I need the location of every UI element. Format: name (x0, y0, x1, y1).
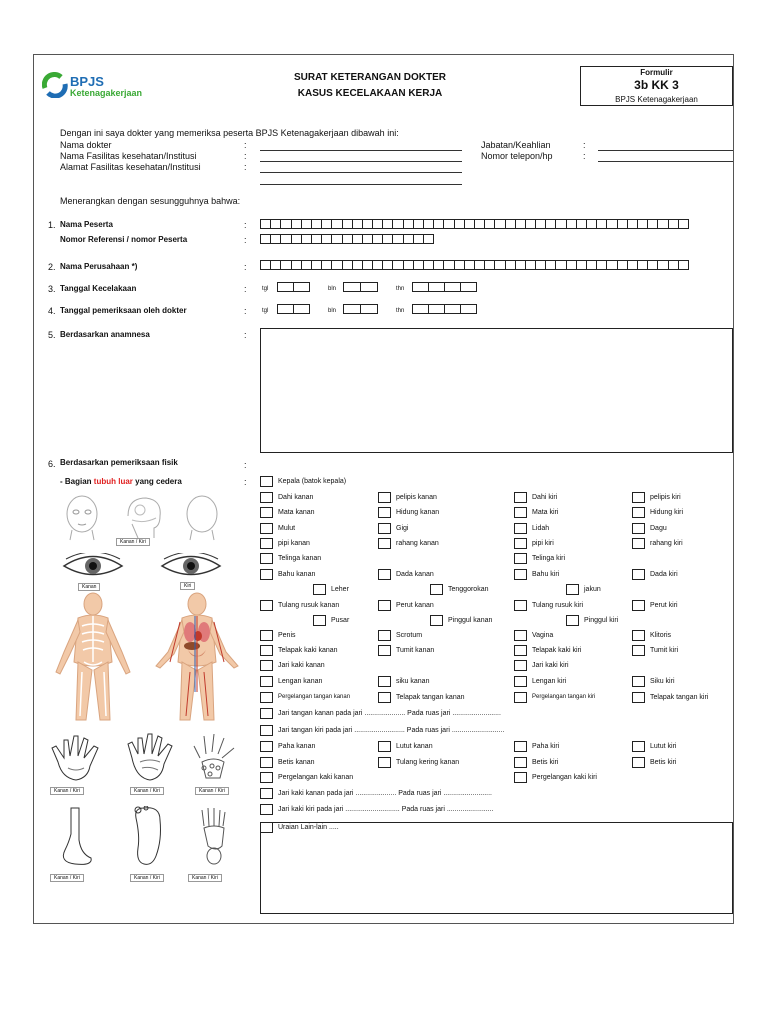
char-cell[interactable] (293, 304, 310, 314)
other-notes-textarea[interactable] (260, 822, 733, 914)
label-telapak-kaki-kiri: Telapak kaki kiri (532, 647, 582, 654)
label-pusar: Pusar (331, 617, 350, 624)
checkbox-jari-kaki-kanan[interactable] (260, 660, 273, 671)
label-tenggorokan: Tenggorokan (448, 586, 489, 593)
anamnesis-textarea[interactable] (260, 328, 733, 453)
checkbox-pipi-kanan[interactable] (260, 538, 273, 549)
colon: : (244, 140, 247, 150)
checkbox-lengan-kiri[interactable] (514, 676, 527, 687)
checkbox-siku-kiri[interactable] (632, 676, 645, 687)
label-perut-kanan: Perut kanan (396, 602, 434, 609)
foot-side-illustration (55, 806, 95, 873)
physical-exam-label: Berdasarkan pemeriksaan fisik (60, 458, 178, 467)
checkbox-pusar[interactable] (313, 615, 326, 626)
checkbox-pelipis-kiri[interactable] (632, 492, 645, 503)
day-label: tgl (262, 286, 269, 292)
colon: : (244, 220, 247, 230)
checkbox-hidung-kanan[interactable] (378, 507, 391, 518)
position-field[interactable] (598, 150, 733, 151)
checkbox-pinggul-kanan[interactable] (430, 615, 443, 626)
char-cell[interactable] (360, 304, 378, 314)
phone-label: Nomor telepon/hp (481, 151, 553, 161)
label-tumit-kanan: Tumit kanan (396, 647, 435, 654)
checkbox-siku-kanan[interactable] (378, 676, 391, 687)
label-pelipis-kanan: pelipis kanan (396, 494, 437, 501)
year-label: thn (396, 308, 405, 314)
char-cell[interactable] (277, 282, 294, 292)
checkbox-mulut[interactable] (260, 523, 273, 534)
checkbox-telapak-kaki-kanan[interactable] (260, 645, 273, 656)
checkbox-bahu-kiri[interactable] (514, 569, 527, 580)
hand-caption-2: Kanan / Kiri (130, 787, 164, 795)
label-pinggul-kiri: Pinggul kiri (584, 617, 619, 624)
label-pipi-kanan: pipi kanan (278, 540, 310, 547)
label-jari-tangan-kiri: Jari tangan kiri pada jari .......................... Pada ruas jari ........................... (278, 727, 505, 734)
label-telinga-kiri: Telinga kiri (532, 555, 566, 562)
char-cell[interactable] (412, 304, 429, 314)
exam-day-cells[interactable] (277, 304, 309, 314)
facility-address-field[interactable] (260, 172, 462, 173)
section-number: 1. (48, 220, 56, 230)
char-cell[interactable] (343, 282, 361, 292)
foot-caption-1: Kanan / Kiri (50, 874, 84, 882)
right-eye-illustration (62, 553, 124, 584)
label-telapak-kaki-kanan: Telapak kaki kanan (278, 647, 338, 654)
label-bahu-kiri: Bahu kiri (532, 571, 560, 578)
checkbox-mata-kiri[interactable] (514, 507, 527, 518)
label-uraian: Uraian Lain-lain ..... (278, 824, 339, 831)
colon: : (244, 477, 247, 487)
label-hidung-kiri: Hidung kiri (650, 509, 684, 516)
label-lengan-kiri: Lengan kiri (532, 678, 567, 685)
checkbox-penis[interactable] (260, 630, 273, 641)
year-label: thn (396, 286, 405, 292)
checkbox-jakun[interactable] (566, 584, 579, 595)
label-betis-kanan: Betis kanan (278, 759, 315, 766)
label-telinga-kanan: Telinga kanan (278, 555, 322, 562)
facility-name-field[interactable] (260, 161, 462, 162)
checkbox-gigi[interactable] (378, 523, 391, 534)
exam-date-label: Tanggal pemeriksaan oleh dokter (60, 306, 187, 315)
page-title-line1: SURAT KETERANGAN DOKTER (293, 72, 447, 83)
colon: : (244, 162, 247, 172)
checkbox-tumit-kanan[interactable] (378, 645, 391, 656)
label-pergelangan-tangan-kanan: Pergelangan tangan kanan (278, 694, 351, 700)
checkbox-lutut-kanan[interactable] (378, 741, 391, 752)
label-tulang-kering-kanan: Tulang kering kanan (396, 759, 460, 766)
bpjs-logo (42, 72, 68, 103)
checkbox-telapak-kaki-kiri[interactable] (514, 645, 527, 656)
label-betis-kiri: Betis kiri (532, 759, 559, 766)
checkbox-jari-tangan-kiri[interactable] (260, 725, 273, 736)
label-lutut-kiri: Lutut kiri (650, 743, 677, 750)
day-label: tgl (262, 308, 269, 314)
label-rahang-kiri: rahang kiri (650, 540, 683, 547)
checkbox-dahi-kanan[interactable] (260, 492, 273, 503)
colon: : (583, 140, 586, 150)
checkbox-vagina[interactable] (514, 630, 527, 641)
label-dagu: Dagu (650, 525, 667, 532)
checkbox-pergelangan-tangan-kiri[interactable] (514, 692, 527, 703)
head-front-illustration (60, 494, 105, 547)
label-telapak-tangan-kiri: Telapak tangan kiri (650, 694, 709, 701)
form-org: BPJS Ketenagakerjaan (615, 95, 698, 104)
company-name-label: Nama Perusahaan *) (60, 262, 138, 271)
checkbox-telapak-tangan-kanan[interactable] (378, 692, 391, 703)
label-mata-kanan: Mata kanan (278, 509, 315, 516)
label-siku-kanan: siku kanan (396, 678, 430, 685)
checkbox-lutut-kiri[interactable] (632, 741, 645, 752)
logo-subtext: Ketenagakerjaan (70, 88, 143, 98)
form-code: 3b KK 3 (634, 78, 679, 92)
facility-address-label: Alamat Fasilitas kesehatan/Institusi (60, 162, 201, 172)
checkbox-rahang-kiri[interactable] (632, 538, 645, 549)
colon: : (244, 235, 247, 245)
section-number: 4. (48, 306, 56, 316)
char-cell[interactable] (428, 282, 445, 292)
label-siku-kiri: Siku kiri (650, 678, 675, 685)
colon: : (244, 330, 247, 340)
accident-day-cells[interactable] (277, 282, 309, 292)
colon: : (244, 306, 247, 316)
label-scrotum: Scrotum (396, 632, 423, 639)
label-dahi-kanan: Dahi kanan (278, 494, 314, 501)
section-number: 6. (48, 459, 56, 469)
label-pinggul-kanan: Pinggul kanan (448, 617, 493, 624)
checkbox-hidung-kiri[interactable] (632, 507, 645, 518)
doctor-name-label: Nama dokter (60, 140, 112, 150)
checkbox-scrotum[interactable] (378, 630, 391, 641)
label-mata-kiri: Mata kiri (532, 509, 559, 516)
label-jakun: jakun (584, 586, 601, 593)
label-dada-kiri: Dada kiri (650, 571, 678, 578)
reference-number-label: Nomor Referensi / nomor Peserta (60, 235, 188, 244)
label-pergelangan-tangan-kiri: Pergelangan tangan kiri (532, 694, 596, 700)
label-telapak-tangan-kanan: Telapak tangan kanan (396, 694, 465, 701)
label-dahi-kiri: Dahi kiri (532, 494, 558, 501)
label-lutut-kanan: Lutut kanan (396, 743, 433, 750)
phone-field[interactable] (598, 161, 733, 162)
checkbox-paha-kiri[interactable] (514, 741, 527, 752)
colon: : (244, 460, 247, 470)
label-jari-kaki-kiri: Jari kaki kiri (532, 662, 569, 669)
participant-name-cells[interactable] (260, 219, 688, 229)
section-number: 2. (48, 262, 56, 272)
char-cell[interactable] (423, 234, 434, 244)
label-mulut: Mulut (278, 525, 296, 532)
label-tumit-kiri: Tumit kiri (650, 647, 679, 654)
checkbox-telinga-kiri[interactable] (514, 553, 527, 564)
label-bahu-kanan: Bahu kanan (278, 571, 316, 578)
char-cell[interactable] (293, 282, 310, 292)
checkbox-jari-kaki-kanan-detail[interactable] (260, 788, 273, 799)
foot-caption-3: Kanan / Kiri (188, 874, 222, 882)
char-cell[interactable] (360, 282, 378, 292)
checkbox-tulang-rusuk-kanan[interactable] (260, 600, 273, 611)
checkbox-dagu[interactable] (632, 523, 645, 534)
head-back-illustration (180, 494, 225, 547)
declares-text: Menerangkan dengan sesungguhnya bahwa: (60, 196, 241, 206)
facility-name-label: Nama Fasilitas kesehatan/Institusi (60, 151, 197, 161)
label-pelipis-kiri: pelipis kiri (650, 494, 681, 501)
char-cell[interactable] (343, 304, 361, 314)
char-cell[interactable] (678, 260, 689, 270)
section-number: 3. (48, 284, 56, 294)
hand-bones-illustration (190, 732, 242, 789)
checkbox-telapak-tangan-kiri[interactable] (632, 692, 645, 703)
checkbox-pelipis-kanan[interactable] (378, 492, 391, 503)
char-cell[interactable] (460, 304, 477, 314)
accident-year-cells[interactable] (412, 282, 476, 292)
checkbox-pergelangan-tangan-kanan[interactable] (260, 692, 273, 703)
label-lengan-kanan: Lengan kanan (278, 678, 323, 685)
checkbox-tulang-kering-kanan[interactable] (378, 757, 391, 768)
checkbox-jari-kaki-kiri-detail[interactable] (260, 804, 273, 815)
face-caption: Kanan / Kiri (116, 538, 150, 546)
checkbox-tumit-kiri[interactable] (632, 645, 645, 656)
reference-number-cells[interactable] (260, 234, 433, 244)
checkbox-betis-kiri[interactable] (514, 757, 527, 768)
char-cell[interactable] (460, 282, 477, 292)
char-cell[interactable] (444, 304, 461, 314)
char-cell[interactable] (277, 304, 294, 314)
checkbox-jari-kaki-kiri[interactable] (514, 660, 527, 671)
label-jari-tangan-kanan: Jari tangan kanan pada jari ..................... Pada ruas jari ......................... (278, 710, 501, 717)
intro-statement: Dengan ini saya dokter yang memeriksa peserta BPJS Ketenagakerjaan dibawah ini: (60, 128, 399, 138)
exam-month-cells[interactable] (343, 304, 377, 314)
checkbox-perut-kiri[interactable] (632, 600, 645, 611)
checkbox-betis-kiri2[interactable] (632, 757, 645, 768)
hand-caption-3: Kanan / Kiri (195, 787, 229, 795)
skeleton-body-illustration (48, 592, 138, 727)
label-gigi: Gigi (396, 525, 409, 532)
label-tulang-rusuk-kanan: Tulang rusuk kanan (278, 602, 340, 609)
checkbox-telinga-kanan[interactable] (260, 553, 273, 564)
label-rahang-kanan: rahang kanan (396, 540, 439, 547)
checkbox-tulang-rusuk-kiri[interactable] (514, 600, 527, 611)
checkbox-rahang-kanan[interactable] (378, 538, 391, 549)
label-vagina: Vagina (532, 632, 554, 639)
label-jari-kaki-kanan-detail: Jari kaki kanan pada jari ..................... Pada ruas jari ......................... (278, 790, 492, 797)
page-title-line2: KASUS KECELAKAAN KERJA (297, 88, 443, 99)
anamnesis-label: Berdasarkan anamnesa (60, 330, 150, 339)
doctor-name-field[interactable] (260, 150, 462, 151)
checkbox-mata-kanan[interactable] (260, 507, 273, 518)
label-pergelangan-kaki-kanan: Pergelangan kaki kanan (278, 774, 354, 781)
accident-month-cells[interactable] (343, 282, 377, 292)
checkbox-bahu-kanan[interactable] (260, 569, 273, 580)
checkbox-klitoris[interactable] (632, 630, 645, 641)
foot-sole-illustration (126, 806, 170, 873)
participant-name-label: Nama Peserta (60, 220, 113, 229)
position-label: Jabatan/Keahlian (481, 140, 551, 150)
checkbox-betis-kanan[interactable] (260, 757, 273, 768)
label-perut-kiri: Perut kiri (650, 602, 678, 609)
label-lidah: Lidah (532, 525, 550, 532)
label-dada-kanan: Dada kanan (396, 571, 434, 578)
checkbox-pergelangan-kaki-kanan[interactable] (260, 772, 273, 783)
injured-part-label: - Bagian tubuh luar yang cedera (60, 477, 182, 486)
label-pipi-kiri: pipi kiri (532, 540, 554, 547)
char-cell[interactable] (444, 282, 461, 292)
left-eye-illustration (160, 553, 222, 584)
checkbox-pinggul-kiri[interactable] (566, 615, 579, 626)
label-paha-kiri: Paha kiri (532, 743, 560, 750)
form-label: Formulir (640, 68, 673, 77)
label-kepala: Kepala (batok kepala) (278, 478, 347, 485)
company-name-cells[interactable] (260, 260, 688, 270)
month-label: bln (328, 308, 337, 314)
section-number: 5. (48, 330, 56, 340)
colon: : (583, 151, 586, 161)
hand-caption-1: Kanan / Kiri (50, 787, 84, 795)
char-cell[interactable] (428, 304, 445, 314)
label-klitoris: Klitoris (650, 632, 672, 639)
eye-left-caption: Kiri (180, 582, 195, 590)
colon: : (244, 151, 247, 161)
label-hidung-kanan: Hidung kanan (396, 509, 440, 516)
label-jari-kaki-kiri-detail: Jari kaki kiri pada jari ............................ Pada ruas jari ........................ (278, 806, 494, 813)
label-paha-kanan: Paha kanan (278, 743, 316, 750)
checkbox-dahi-kiri[interactable] (514, 492, 527, 503)
accident-date-label: Tanggal Kecelakaan (60, 284, 137, 293)
char-cell[interactable] (412, 282, 429, 292)
month-label: bln (328, 286, 337, 292)
checkbox-kepala[interactable] (260, 476, 273, 487)
checkbox-jari-tangan-kanan[interactable] (260, 708, 273, 719)
checkbox-tenggorokan[interactable] (430, 584, 443, 595)
label-penis: Penis (278, 632, 296, 639)
logo-text: BPJS (70, 74, 104, 89)
label-leher: Leher (331, 586, 349, 593)
checkbox-paha-kanan[interactable] (260, 741, 273, 752)
exam-year-cells[interactable] (412, 304, 476, 314)
organs-body-illustration (150, 592, 245, 727)
checkbox-lengan-kanan[interactable] (260, 676, 273, 687)
checkbox-lidah[interactable] (514, 523, 527, 534)
label-pergelangan-kaki-kiri: Pergelangan kaki kiri (532, 774, 597, 781)
char-cell[interactable] (678, 219, 689, 229)
foot-bones-illustration (192, 806, 232, 873)
checkbox-leher[interactable] (313, 584, 326, 595)
checkbox-dada-kiri[interactable] (632, 569, 645, 580)
colon: : (244, 284, 247, 294)
checkbox-perut-kanan[interactable] (378, 600, 391, 611)
checkbox-dada-kanan[interactable] (378, 569, 391, 580)
label-betis-kiri2: Betis kiri (650, 759, 677, 766)
foot-caption-2: Kanan / Kiri (130, 874, 164, 882)
colon: : (244, 262, 247, 272)
hand-back-illustration (48, 732, 118, 789)
checkbox-pipi-kiri[interactable] (514, 538, 527, 549)
facility-address-field-2[interactable] (260, 184, 462, 185)
label-jari-kaki-kanan: Jari kaki kanan (278, 662, 325, 669)
checkbox-pergelangan-kaki-kiri[interactable] (514, 772, 527, 783)
hand-palm-illustration (124, 732, 184, 789)
eye-right-caption: Kanan (78, 583, 100, 591)
label-tulang-rusuk-kiri: Tulang rusuk kiri (532, 602, 584, 609)
